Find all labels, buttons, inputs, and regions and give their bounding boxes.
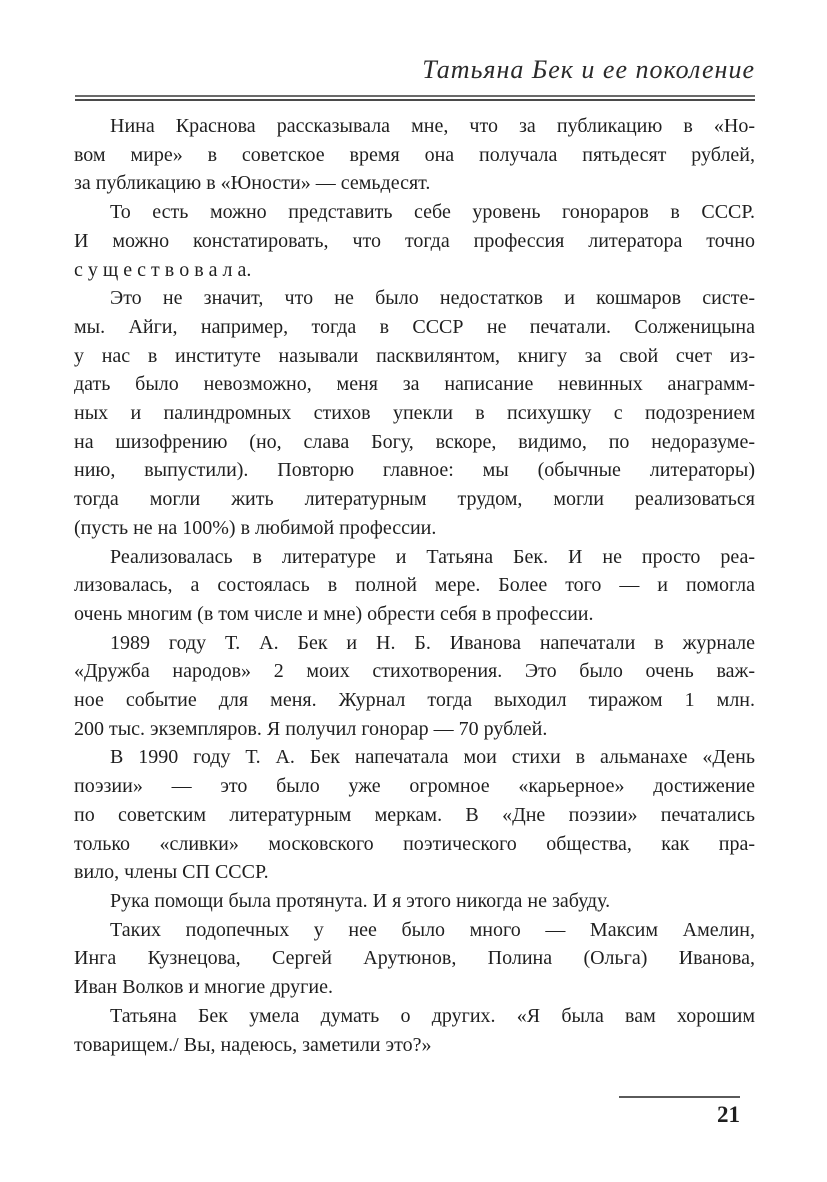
text-line: ное событие для меня. Журнал тогда выходил тиражом 1 млн. xyxy=(74,689,755,712)
paragraph xyxy=(74,916,755,1002)
paragraph xyxy=(74,887,755,916)
text-line: мы. Айги, например, тогда в СССР не печатали. Солженицына xyxy=(74,315,755,338)
text-line: В 1990 году Т. А. Бек напечатала мои стихи в альманахе «День xyxy=(110,746,755,769)
running-title: Татьяна Бек и ее поколение xyxy=(422,55,755,84)
header-rule-top-line xyxy=(75,95,755,97)
text-line: поэзии» — это было уже огромное «карьерное» достижение xyxy=(74,775,755,798)
text-line: (пусть не на 100%) в любимой профессии. xyxy=(74,516,437,539)
paragraph xyxy=(74,112,755,198)
text-line: дать было невозможно, меня за написание невинных анаграмм- xyxy=(74,373,755,396)
text-line: по советским литературным меркам. В «Дне поэзии» печатались xyxy=(74,803,755,826)
text-block xyxy=(74,112,755,1059)
paragraph xyxy=(74,284,755,542)
text-line: вом мире» в советское время она получала пятьдесят рублей, xyxy=(74,143,755,166)
text-line: лизовалась, а состоялась в полной мере. Более того — и помогла xyxy=(74,574,755,597)
text-line: И можно констатировать, что тогда профессия литератора точно xyxy=(74,229,755,252)
paragraph xyxy=(74,198,755,284)
page-number: 21 xyxy=(717,1102,740,1127)
text-line: ных и палиндромных стихов упекли в психушку с подозрением xyxy=(74,402,755,425)
paragraph xyxy=(74,629,755,744)
text-line: Это не значит, что не было недостатков и кошмаров систе- xyxy=(110,287,755,310)
text-line: Таких подопечных у нее было много — Максим Амелин, xyxy=(110,918,755,941)
text-line: «Дружба народов» 2 моих стихотворения. Это было очень важ- xyxy=(74,660,755,683)
paragraph xyxy=(74,1002,755,1059)
paragraph xyxy=(74,543,755,629)
text-line: вило, члены СП СССР. xyxy=(74,861,269,884)
text-line: 200 тыс. экземпляров. Я получил гонорар — 70 рублей. xyxy=(74,717,548,740)
text-line: за публикацию в «Юности» — семьдесят. xyxy=(74,172,431,195)
footer-rule xyxy=(619,1096,740,1098)
paragraph xyxy=(74,743,755,887)
text-line: Татьяна Бек умела думать о других. «Я была вам хорошим xyxy=(110,1004,755,1027)
header-rule xyxy=(75,95,755,101)
text-line: 1989 году Т. А. Бек и Н. Б. Иванова напечатали в журнале xyxy=(110,631,755,654)
text-line: нию, выпустили). Повторю главное: мы (обычные литераторы) xyxy=(74,459,755,482)
text-line: на шизофрению (но, слава Богу, вскоре, видимо, по недоразуме- xyxy=(74,430,755,453)
text-line: только «сливки» московского поэтического общества, как пра- xyxy=(74,832,755,855)
text-line: товарищем./ Вы, надеюсь, заметили это?» xyxy=(74,1033,432,1056)
text-line: То есть можно представить себе уровень гонораров в СССР. xyxy=(110,201,755,224)
text-line: очень многим (в том числе и мне) обрести себя в профессии. xyxy=(74,602,594,625)
text-line: у нас в институте называли пасквилянтом, книгу за свой счет из- xyxy=(74,344,755,367)
text-line: тогда могли жить литературным трудом, могли реализоваться xyxy=(74,488,755,511)
text-line: Инга Кузнецова, Сергей Арутюнов, Полина (Ольга) Иванова, xyxy=(74,947,755,970)
text-line: с у щ е с т в о в а л а. xyxy=(74,258,252,281)
header-rule-bottom-line xyxy=(75,99,755,101)
text-line: Иван Волков и многие другие. xyxy=(74,976,333,999)
text-line: Рука помощи была протянута. И я этого никогда не забуду. xyxy=(110,889,611,912)
text-line: Реализовалась в литературе и Татьяна Бек. И не просто реа- xyxy=(110,545,755,568)
text-line: Нина Краснова рассказывала мне, что за публикацию в «Но- xyxy=(110,115,755,137)
